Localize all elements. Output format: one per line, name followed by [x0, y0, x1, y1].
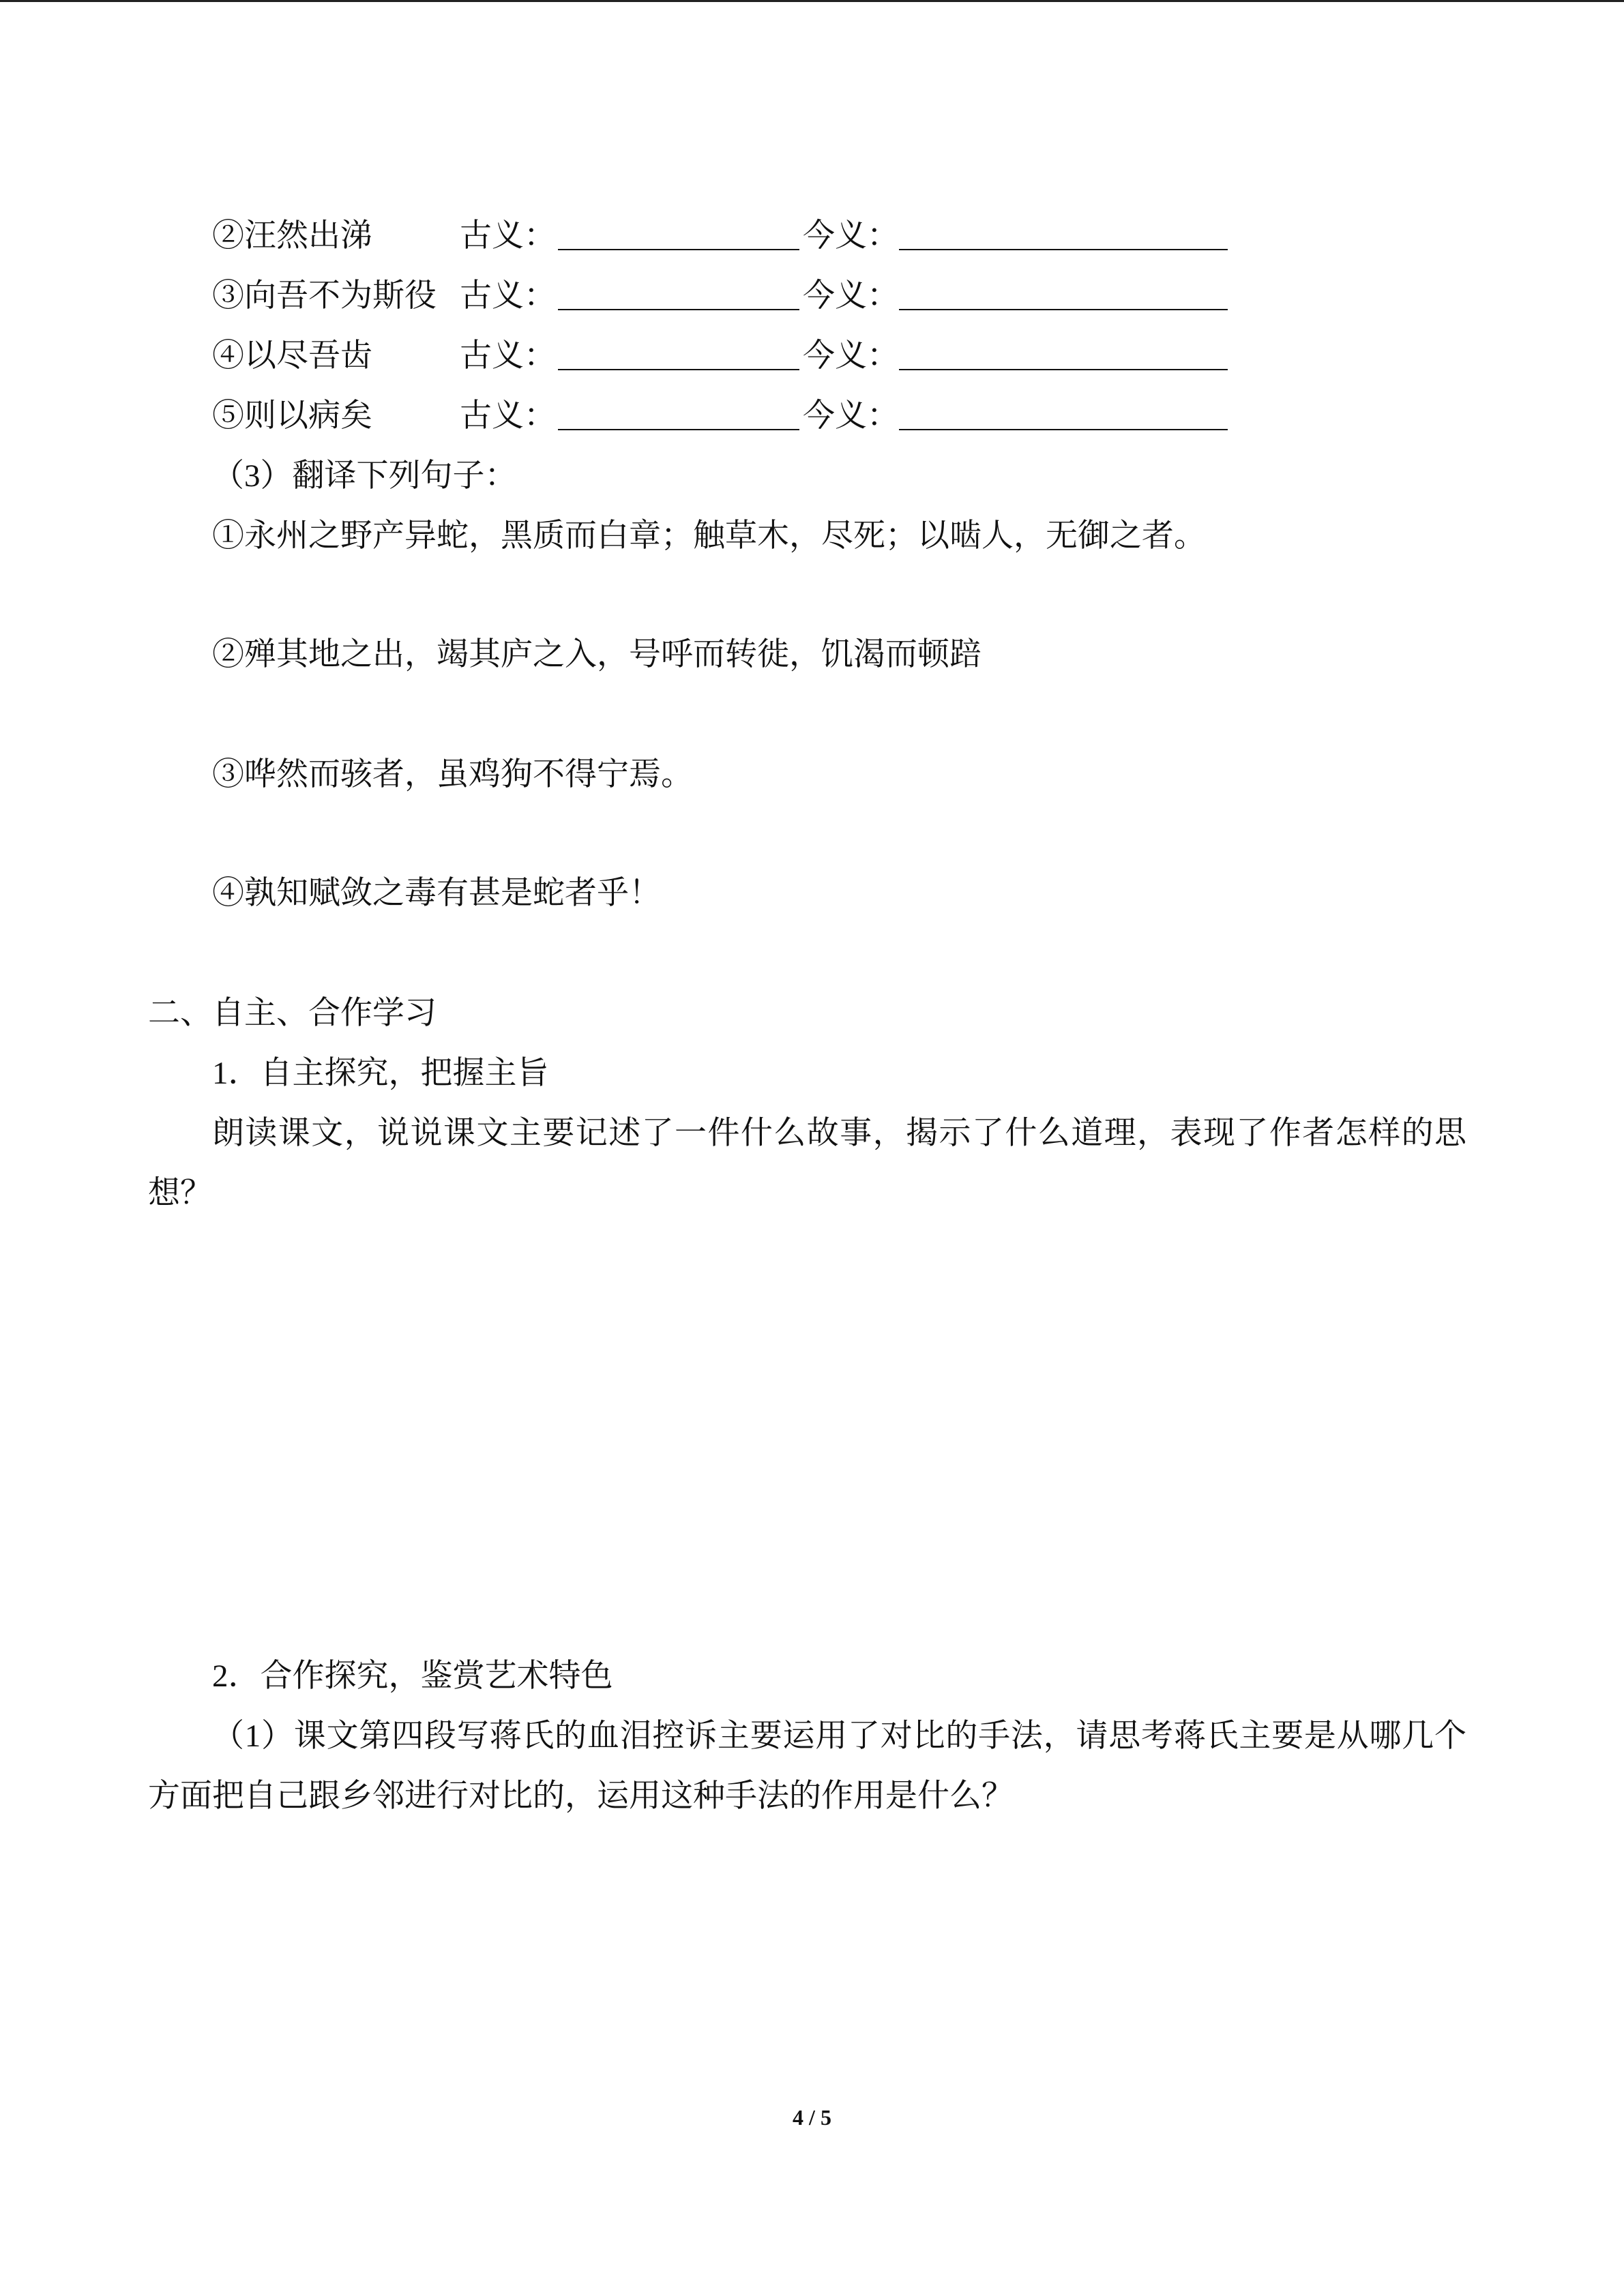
modern-meaning-label: 今义：	[803, 398, 899, 434]
ancient-meaning-blank	[558, 266, 799, 310]
translate-sentence: ④孰知赋敛之毒有甚是蛇者乎！	[212, 876, 661, 911]
ancient-meaning-label: 古义：	[460, 278, 556, 314]
vocab-row	[212, 206, 1303, 266]
translate-heading: （3）翻译下列句子：	[212, 458, 517, 494]
modern-meaning-blank	[899, 206, 1228, 250]
modern-meaning-label: 今义：	[803, 338, 899, 374]
page-number: 4 / 5	[793, 2105, 831, 2130]
vocab-row	[212, 266, 1303, 326]
item2-prompt-line: 方面把自己跟乡邻进行对比的，运用这种手法的作用是什么？	[148, 1778, 1014, 1814]
item1-prompt-line: 想？	[148, 1176, 212, 1211]
vocab-row	[212, 386, 1303, 446]
translate-sentence: ②殚其地之出，竭其庐之入，号呼而转徙，饥渴而顿踣	[212, 637, 981, 672]
translate-sentence: ①永州之野产异蛇，黑质而白章；触草木，尽死；以啮人，无御之者。	[212, 518, 1206, 554]
modern-meaning-blank	[899, 266, 1228, 310]
section-title: 二、自主、合作学习	[148, 996, 437, 1031]
item1-prompt-line: 朗读课文，说说课文主要记述了一件什么故事，揭示了什么道理，表现了作者怎样的思	[212, 1116, 1466, 1151]
modern-meaning-blank	[899, 386, 1228, 430]
vocab-phrase: ⑤则以病矣	[212, 398, 372, 434]
vocab-row	[212, 326, 1303, 386]
ancient-meaning-label: 古义：	[460, 338, 556, 374]
item2-prompt-line: （1）课文第四段写蒋氏的血泪控诉主要运用了对比的手法，请思考蒋氏主要是从哪几个	[212, 1718, 1466, 1754]
vocab-phrase: ③向吾不为斯役	[212, 278, 437, 314]
vocab-phrase: ②汪然出涕	[212, 218, 372, 254]
ancient-meaning-blank	[558, 206, 799, 250]
modern-meaning-label: 今义：	[803, 218, 899, 254]
ancient-meaning-label: 古义：	[460, 398, 556, 434]
ancient-meaning-blank	[558, 326, 799, 370]
ancient-meaning-blank	[558, 386, 799, 430]
item2-heading: 2．合作探究，鉴赏艺术特色	[212, 1658, 613, 1694]
ancient-meaning-label: 古义：	[460, 218, 556, 254]
item1-heading: 1．自主探究，把握主旨	[212, 1056, 549, 1091]
modern-meaning-blank	[899, 326, 1228, 370]
translate-sentence: ③哗然而骇者，虽鸡狗不得宁焉。	[212, 757, 693, 792]
modern-meaning-label: 今义：	[803, 278, 899, 314]
page-top-border	[0, 0, 1624, 2]
vocab-phrase: ④以尽吾齿	[212, 338, 372, 374]
